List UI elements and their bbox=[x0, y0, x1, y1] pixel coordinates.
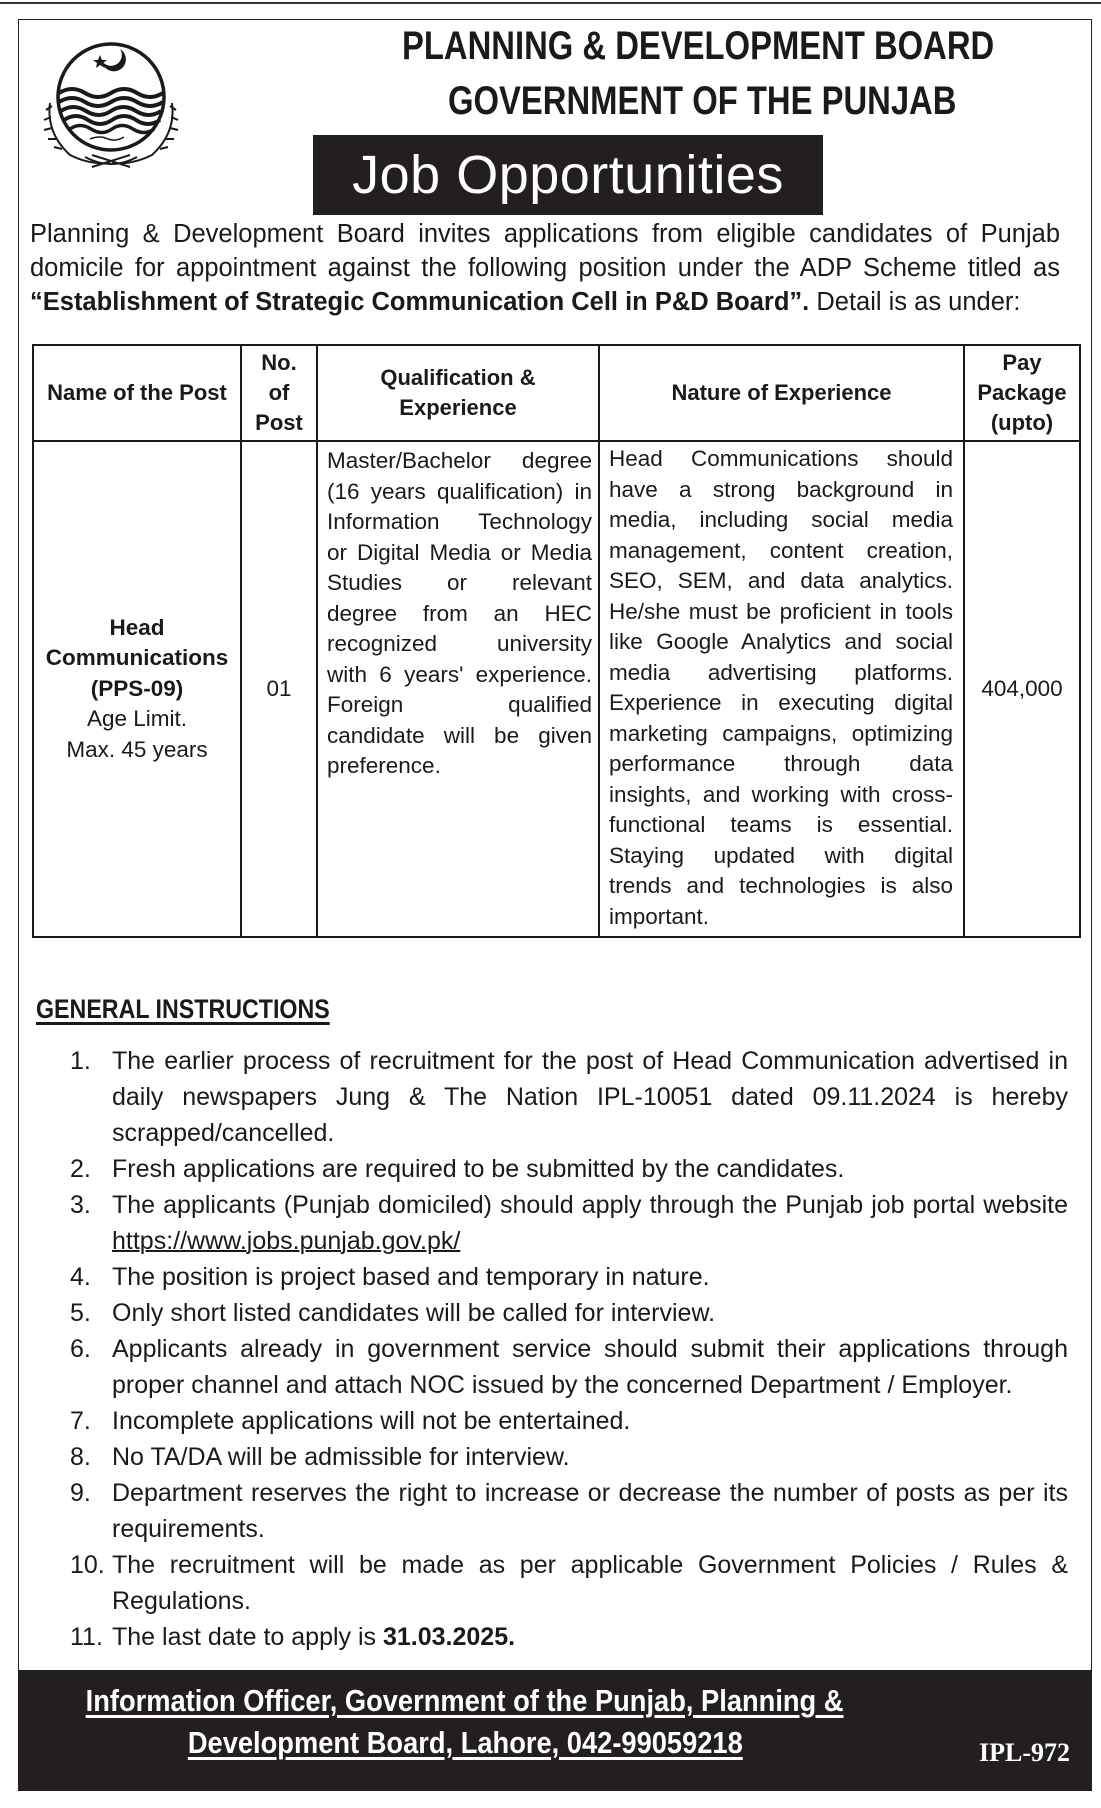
cell-text-line: Studies or relevant bbox=[327, 570, 592, 595]
cell-text-line: SEO, SEM, and data analytics. bbox=[609, 568, 953, 593]
job-portal-link[interactable]: https://www.jobs.punjab.gov.pk/ bbox=[112, 1227, 461, 1255]
table-row bbox=[33, 441, 1080, 937]
footer-contact-bar bbox=[18, 1670, 1092, 1791]
instruction-number: 5. bbox=[70, 1299, 91, 1327]
instruction-text: Fresh applications are required to be submitted by the candidates. bbox=[112, 1155, 845, 1183]
instruction-text: The position is project based and temporary in nature. bbox=[112, 1263, 710, 1291]
age-limit-value: Max. 45 years bbox=[66, 736, 208, 762]
instruction-item bbox=[70, 1187, 1068, 1259]
header-nature-of-experience: Nature of Experience bbox=[599, 345, 964, 441]
cell-text-line: Experience in executing digital bbox=[609, 690, 953, 715]
footer-contact-text: Development Board, Lahore, 042-99059218 bbox=[187, 1725, 743, 1760]
instruction-item bbox=[70, 1475, 1068, 1547]
intro-line: domicile for appointment against the following position under the ADP Scheme titled as bbox=[30, 254, 1060, 282]
cell-text-line: trends and technologies is also bbox=[609, 873, 953, 898]
qualification-cell bbox=[317, 441, 599, 937]
header-text: of bbox=[268, 380, 290, 405]
cell-text-line: (16 years qualification) in bbox=[327, 478, 592, 504]
cell-text-line: with 6 years' experience. bbox=[327, 661, 592, 687]
post-name-cell bbox=[33, 441, 241, 937]
instruction-number: 2. bbox=[70, 1155, 91, 1183]
government-title: GOVERNMENT OF THE PUNJAB bbox=[448, 79, 957, 123]
instruction-number: 9. bbox=[70, 1479, 91, 1507]
cell-text-line: like Google Analytics and social bbox=[609, 629, 953, 654]
last-date: 31.03.2025. bbox=[382, 1623, 516, 1651]
footer-line bbox=[0, 1683, 1002, 1719]
instruction-number: 8. bbox=[70, 1443, 91, 1471]
cell-text-line: performance through data bbox=[609, 751, 953, 776]
header-text: Package bbox=[977, 380, 1067, 405]
instruction-item bbox=[70, 1331, 1068, 1403]
instruction-text: The earlier process of recruitment for the post of Head Communication advertised in daily newspapers Jung & The Nation IPL-10051 dated 09.11.2024 is hereby scrapped/cancelled. bbox=[112, 1047, 1068, 1147]
instruction-item bbox=[70, 1259, 1068, 1295]
organization-title: PLANNING & DEVELOPMENT BOARD bbox=[402, 24, 995, 68]
cell-text-line: or Digital Media or Media bbox=[327, 539, 592, 565]
header-text: Pay bbox=[1002, 350, 1042, 375]
instruction-text: Department reserves the right to increase or decrease the number of posts as per its requirements. bbox=[112, 1479, 1068, 1543]
header-pay-package bbox=[964, 345, 1080, 441]
footer-line bbox=[0, 1725, 1002, 1761]
instruction-text: The applicants (Punjab domiciled) should apply through the Punjab job portal website https://www.jobs.punjab.gov.pk/ bbox=[112, 1191, 1068, 1255]
general-instructions-heading: GENERAL INSTRUCTIONS bbox=[36, 994, 330, 1024]
instruction-number: 3. bbox=[70, 1191, 91, 1219]
cell-text-line: Foreign qualified bbox=[327, 692, 592, 717]
qualification-text bbox=[327, 446, 592, 782]
instruction-text: Applicants already in government service should submit their applications through proper channel and attach NOC issued by the concerned Department / Employer. bbox=[112, 1335, 1068, 1399]
cell-text-line: Master/Bachelor degree bbox=[327, 448, 592, 473]
cell-text-line: functional teams is essential. bbox=[609, 812, 953, 837]
cell-text-line: recognized university bbox=[327, 631, 592, 656]
instruction-item bbox=[70, 1403, 1068, 1439]
instruction-text: No TA/DA will be admissible for interview. bbox=[112, 1443, 570, 1471]
job-opportunities-banner bbox=[313, 135, 823, 215]
post-count-cell: 01 bbox=[241, 441, 317, 937]
cell-text-line: preference. bbox=[327, 753, 441, 778]
header-text: Experience bbox=[399, 395, 517, 420]
top-rule bbox=[0, 2, 1101, 4]
instruction-item bbox=[70, 1043, 1068, 1151]
scheme-title: “Establishment of Strategic Communication Cell in P&D Board”. bbox=[30, 288, 810, 316]
instruction-item bbox=[70, 1439, 1068, 1475]
cell-text-line: have a strong background in bbox=[609, 476, 953, 502]
intro-tail: Detail is as under: bbox=[809, 288, 1021, 316]
table-header-row bbox=[33, 345, 1080, 441]
post-title: Head bbox=[109, 614, 165, 640]
instruction-item bbox=[70, 1619, 1068, 1655]
instruction-number: 4. bbox=[70, 1263, 91, 1291]
instruction-number: 11. bbox=[70, 1623, 103, 1651]
instruction-item bbox=[70, 1547, 1068, 1619]
cell-text-line: media, including social media bbox=[609, 507, 953, 532]
intro-line bbox=[30, 285, 1060, 319]
cell-text-line: important. bbox=[609, 903, 710, 929]
instruction-number: 10. bbox=[70, 1551, 105, 1579]
instruction-item bbox=[70, 1151, 1068, 1187]
instruction-number: 1. bbox=[70, 1047, 91, 1075]
instruction-item bbox=[70, 1295, 1068, 1331]
posts-table bbox=[32, 344, 1081, 938]
cell-text-line: degree from an HEC bbox=[327, 600, 592, 626]
cell-text-line: Information Technology bbox=[327, 509, 592, 534]
header-no-of-post bbox=[241, 345, 317, 441]
instruction-number: 7. bbox=[70, 1407, 91, 1435]
footer-contact-text: Information Officer, Government of the Punjab, Planning & bbox=[86, 1683, 844, 1718]
header-text: Post bbox=[255, 410, 303, 435]
instruction-text: Only short listed candidates will be called for interview. bbox=[112, 1299, 716, 1327]
post-title: Communications bbox=[45, 645, 229, 671]
nature-of-experience-text bbox=[609, 444, 953, 932]
cell-text-line: marketing campaigns, optimizing bbox=[609, 720, 953, 746]
header-qualification bbox=[317, 345, 599, 441]
punjab-government-emblem-icon bbox=[30, 35, 190, 175]
general-instructions-list bbox=[70, 1043, 1068, 1655]
header-text: Qualification & bbox=[380, 365, 536, 390]
cell-text-line: media advertising platforms. bbox=[609, 659, 953, 685]
cell-text-line: insights, and working with cross- bbox=[609, 781, 953, 807]
header-text: (upto) bbox=[990, 410, 1054, 435]
instruction-text: The recruitment will be made as per applicable Government Policies / Rules & Regulations. bbox=[112, 1551, 1068, 1615]
ad-reference-number: IPL-972 bbox=[979, 1738, 1070, 1767]
intro-line: Planning & Development Board invites applications from eligible candidates of Punjab bbox=[30, 220, 1060, 248]
post-scale: (PPS-09) bbox=[90, 675, 184, 701]
header-name-of-post: Name of the Post bbox=[33, 345, 241, 441]
instruction-text: The last date to apply is 31.03.2025. bbox=[112, 1623, 516, 1651]
pay-package-cell: 404,000 bbox=[964, 441, 1080, 937]
instruction-text: Incomplete applications will not be entertained. bbox=[112, 1407, 631, 1435]
banner-title: Job Opportunities bbox=[352, 145, 784, 205]
cell-text-line: management, content creation, bbox=[609, 537, 953, 563]
cell-text-line: Staying updated with digital bbox=[609, 842, 953, 868]
header-text: No. bbox=[261, 350, 297, 375]
age-limit-label: Age Limit. bbox=[86, 706, 188, 732]
instruction-number: 6. bbox=[70, 1335, 91, 1363]
cell-text-line: candidate will be given bbox=[327, 722, 592, 748]
cell-text-line: He/she must be proficient in tools bbox=[609, 598, 953, 624]
cell-text-line: Head Communications should bbox=[609, 446, 953, 471]
nature-of-experience-cell bbox=[599, 441, 964, 937]
intro-paragraph bbox=[30, 217, 1060, 319]
